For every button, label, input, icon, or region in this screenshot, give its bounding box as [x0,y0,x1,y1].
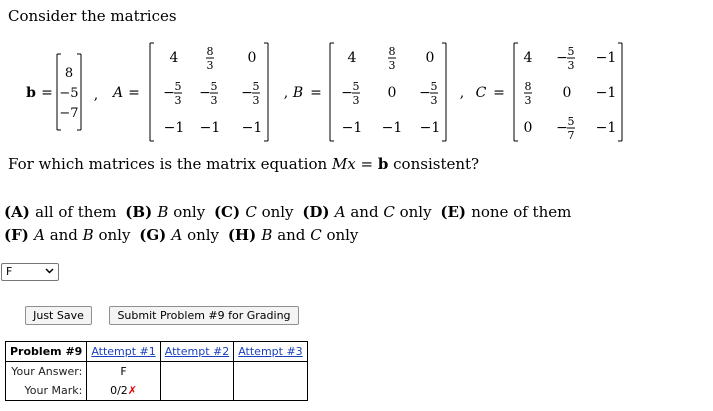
matrix-entry: −1 [241,120,263,136]
fraction-numerator: 5 [567,115,575,128]
answer-attempt-3 [234,362,307,382]
fraction-denominator: 3 [567,59,575,72]
choice-g: (G) A only [139,226,220,244]
problem-label: Problem #9 [6,342,87,362]
fraction-numerator: 8 [524,80,532,93]
attempt-link-3[interactable]: Attempt #3 [234,342,307,362]
answer-choices [4,201,710,247]
your-answer-label: Your Answer: [6,362,87,382]
matrix-entry: −1 [595,50,617,66]
mark-attempt-1: 0/2✗ [87,381,160,401]
fraction-numerator: 5 [174,80,182,93]
matrix-entry: 0 [562,85,572,101]
matrix-c-label: C [475,85,487,101]
fraction-denominator: 3 [252,94,260,107]
wrong-mark-icon: ✗ [127,384,137,397]
vector-b-entry: −7 [59,106,79,121]
matrix-entry: 0 [523,120,533,136]
comma: , [93,87,99,103]
fraction-numerator: 5 [210,80,218,93]
matrix-entry-sign: − [241,85,253,101]
choice-f: (F) A and B only [4,226,131,244]
your-mark-label: Your Mark: [6,381,87,401]
fraction-numerator: 5 [430,80,438,93]
vector-b-entry: −5 [59,86,79,101]
matrix-entry: −1 [419,120,441,136]
choice-e: (E) none of them [440,203,572,221]
comma: , [283,85,289,101]
fraction-numerator: 8 [206,45,214,58]
attempt-status-table [5,341,308,401]
matrix-a-label: A [112,85,124,101]
matrix-entry: 0 [387,85,397,101]
fraction-numerator: 5 [567,45,575,58]
vector-b-entry: 8 [64,66,74,81]
matrix-entry-sign: − [163,85,175,101]
equals-sign: = [493,85,505,101]
problem-question: For which matrices is the matrix equation Mx = b consistent? [8,155,480,173]
matrix-entry: 0 [247,50,257,66]
matrix-entry: 0 [425,50,435,66]
answer-attempt-1: F [87,362,160,382]
answer-dropdown-value: F [6,265,13,278]
mark-attempt-2 [160,381,233,401]
just-save-button[interactable]: Just Save [25,306,92,325]
choice-a: (A) all of them [4,203,117,221]
matrix-entry-sign: − [556,50,568,66]
submit-button[interactable]: Submit Problem #9 for Grading [109,306,299,325]
fraction-denominator: 3 [352,94,360,107]
attempt-link-2[interactable]: Attempt #2 [160,342,233,362]
matrix-entry: −1 [199,120,221,136]
matrix-entry: −1 [595,120,617,136]
vector-b-label: b [26,85,36,101]
matrix-b-label: B [292,85,304,101]
matrix-entry: 4 [169,50,179,66]
fraction-denominator: 3 [210,94,218,107]
matrix-entry: 4 [523,50,533,66]
fraction-denominator: 3 [430,94,438,107]
mark-attempt-3 [234,381,307,401]
choice-c: (C) C only [213,203,294,221]
choice-h: (H) B and C only [227,226,359,244]
fraction-denominator: 3 [524,94,532,107]
comma: , [459,85,465,101]
matrix-entry: −1 [341,120,363,136]
answer-dropdown[interactable] [1,263,59,281]
choice-b: (B) B only [125,203,206,221]
matrix-entry: −1 [381,120,403,136]
fraction-numerator: 5 [252,80,260,93]
matrix-entry-sign: − [199,85,211,101]
chevron-down-icon [45,268,54,274]
fraction-denominator: 3 [388,59,396,72]
fraction-numerator: 5 [352,80,360,93]
fraction-denominator: 7 [567,129,575,142]
equals-sign: = [310,85,322,101]
fraction-numerator: 8 [388,45,396,58]
matrix-entry: −1 [595,85,617,101]
attempt-link-1[interactable]: Attempt #1 [87,342,160,362]
matrix-entry-sign: − [419,85,431,101]
equals-sign: = [128,85,140,101]
matrix-entry-sign: − [341,85,353,101]
answer-attempt-2 [160,362,233,382]
equals-sign: = [41,85,53,101]
matrix-entry: −1 [163,120,185,136]
matrix-entry: 4 [347,50,357,66]
problem-intro: Consider the matrices [8,7,177,25]
fraction-denominator: 3 [206,59,214,72]
choice-d: (D) A and C only [302,203,432,221]
fraction-denominator: 3 [174,94,182,107]
matrix-definitions [0,36,713,152]
matrix-entry-sign: − [556,120,568,136]
